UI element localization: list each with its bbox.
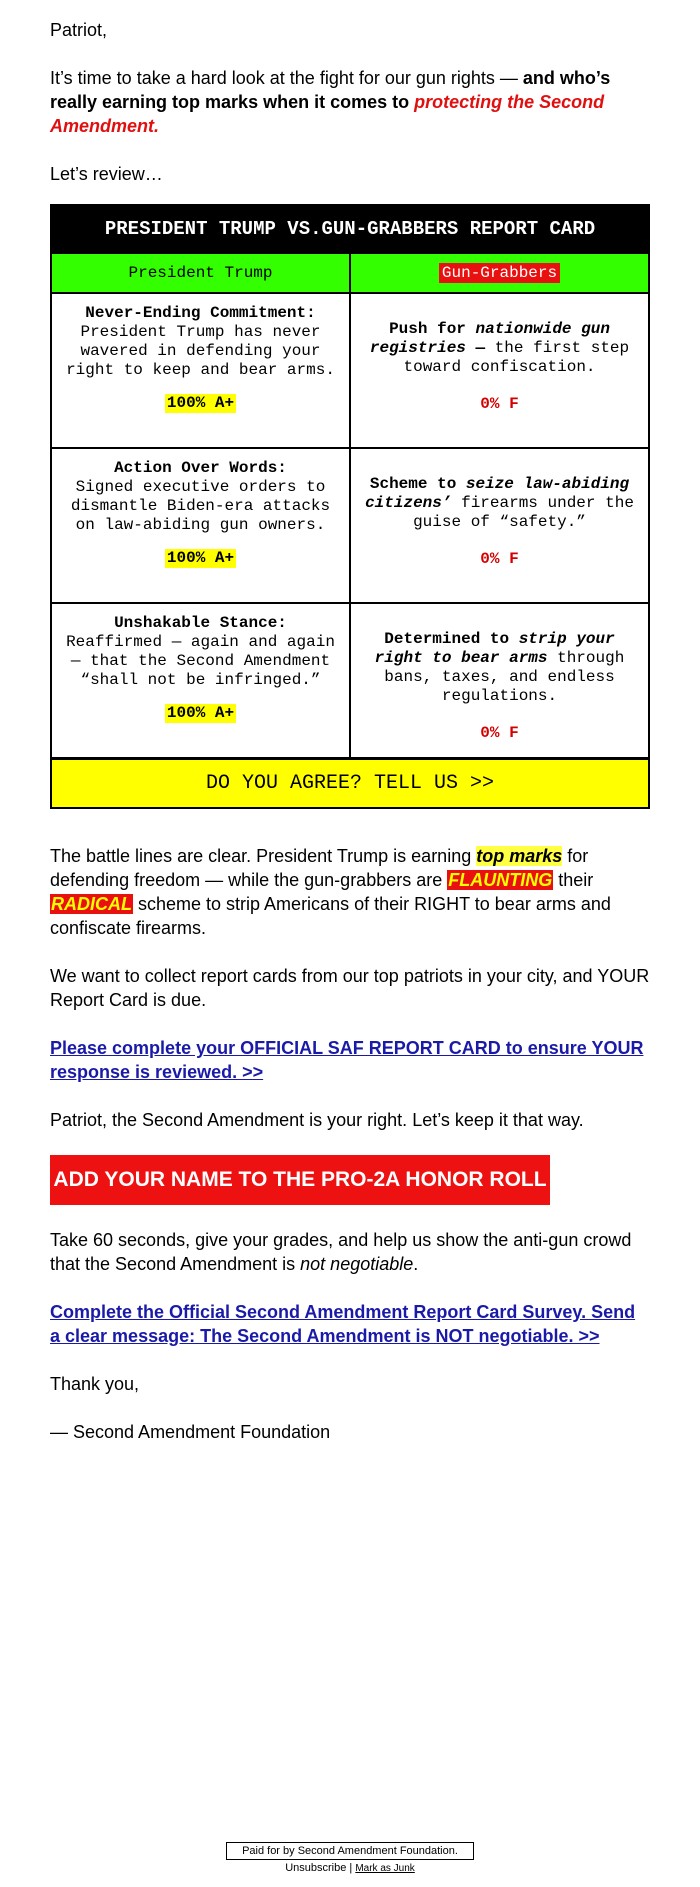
gun-grabbers-cell: Push for nationwide gun registries — the first step toward confiscation. 0% F xyxy=(349,294,648,447)
header-president-trump: President Trump xyxy=(52,254,349,292)
report-card-title: PRESIDENT TRUMP VS.GUN-GRABBERS REPORT CARD xyxy=(52,206,648,252)
mark-as-junk-link[interactable]: Mark as Junk xyxy=(355,1863,415,1874)
agree-tell-us-button[interactable]: DO YOU AGREE? TELL US >> xyxy=(52,757,648,807)
grade-f: 0% F xyxy=(480,395,519,413)
report-card-row xyxy=(52,292,648,447)
take-60-seconds-paragraph: Take 60 seconds, give your grades, and help us show the anti-gun crowd that the Second Amendment is not negotiable. xyxy=(50,1230,632,1274)
thank-you: Thank you, xyxy=(50,1374,140,1394)
review-line: Let’s review… xyxy=(50,164,163,184)
trump-cell: Unshakable Stance: Reaffirmed — again and again — that the Second Amendment “shall not be infringed.” 100% A+ xyxy=(66,614,335,722)
grade-a-plus: 100% A+ xyxy=(166,394,235,412)
official-report-card-link[interactable]: Please complete your OFFICIAL SAF REPORT CARD to ensure YOUR response is reviewed. >> xyxy=(50,1038,644,1082)
honor-roll-button[interactable]: ADD YOUR NAME TO THE PRO-2A HONOR ROLL xyxy=(50,1155,550,1205)
gun-grabbers-cell: Scheme to seize law-abiding citizens’ firearms under the guise of “safety.” 0% F xyxy=(349,449,648,602)
report-card-link-paragraph xyxy=(50,1036,650,1084)
grade-f: 0% F xyxy=(480,550,519,568)
report-card-header-row xyxy=(52,252,648,292)
paid-for-box: Paid for by Second Amendment Foundation. xyxy=(226,1842,474,1860)
survey-link[interactable]: Complete the Official Second Amendment Report Card Survey. Send a clear message: The Second Amendment is NOT negotiable. >> xyxy=(50,1302,636,1346)
survey-link-paragraph xyxy=(50,1300,650,1348)
greeting: Patriot, xyxy=(50,20,108,40)
signoff: — Second Amendment Foundation xyxy=(50,1422,331,1442)
report-card-row xyxy=(52,602,648,757)
keep-it-paragraph: Patriot, the Second Amendment is your right. Let’s keep it that way. xyxy=(50,1110,584,1130)
footer-links: Unsubscribe | Mark as Junk xyxy=(285,1862,415,1874)
gun-grabbers-cell: Determined to strip your right to bear arms through bans, taxes, and endless regulations. 0% F xyxy=(349,604,648,757)
header-gun-grabbers: Gun-Grabbers xyxy=(349,254,648,292)
grade-a-plus: 100% A+ xyxy=(166,704,235,722)
collect-paragraph: We want to collect report cards from our top patriots in your city, and YOUR Report Card is due. xyxy=(50,966,650,1010)
grade-f: 0% F xyxy=(480,724,519,742)
battle-lines-paragraph: The battle lines are clear. President Trump is earning top marks for defending freedom — while the gun-grabbers are FLAUNTING their RADICAL scheme to strip Americans of their RIGHT to bear arms and confiscate firearms. xyxy=(50,846,611,938)
unsubscribe-link[interactable]: Unsubscribe xyxy=(285,1862,347,1874)
intro-paragraph: It’s time to take a hard look at the fight for our gun rights — and who’s really earning top marks when it comes to protecting the Second Amendment. xyxy=(50,68,611,136)
trump-cell: Action Over Words: Signed executive orders to dismantle Biden-era attacks on law-abiding gun owners. 100% A+ xyxy=(70,459,331,567)
trump-cell: Never-Ending Commitment: President Trump has never wavered in defending your right to keep and bear arms. 100% A+ xyxy=(66,304,335,412)
grade-a-plus: 100% A+ xyxy=(166,549,235,567)
report-card-row xyxy=(52,447,648,602)
report-card-table xyxy=(50,204,650,809)
